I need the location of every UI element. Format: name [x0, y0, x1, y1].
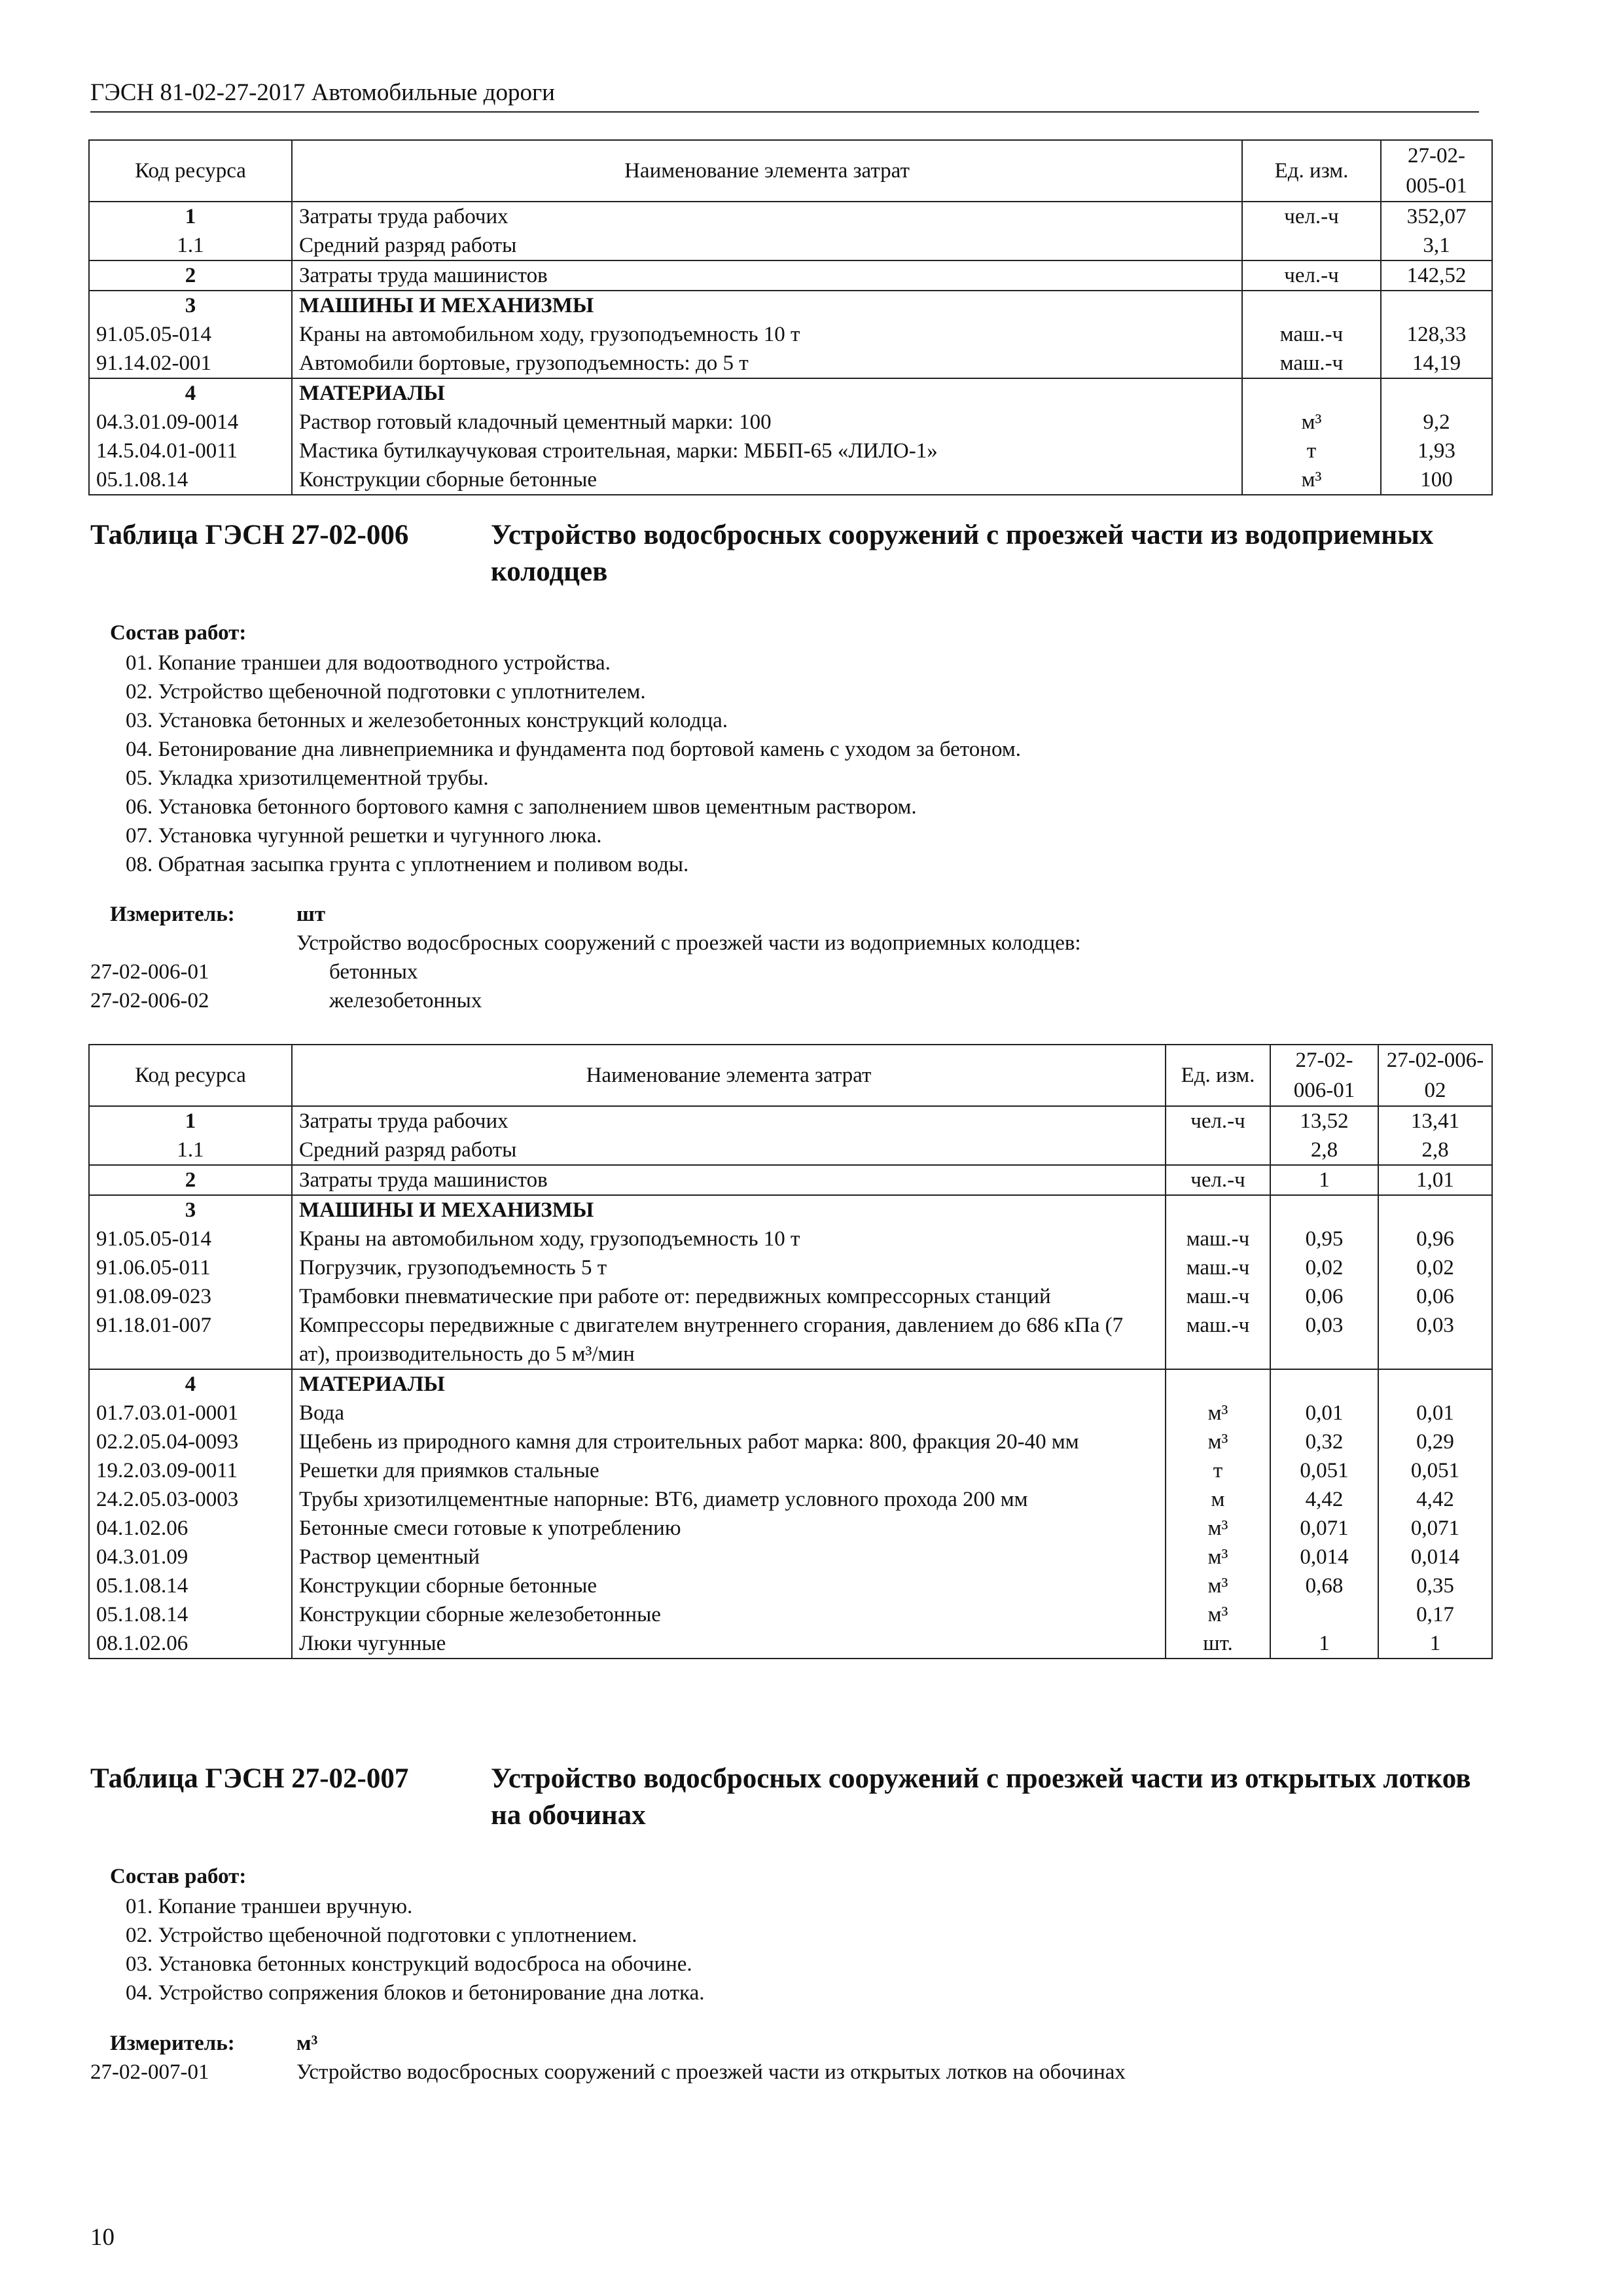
work-item: 02. Устройство щебеночной подготовки с уплотнителем. [126, 680, 646, 704]
resource-value: 0,071 [1378, 1514, 1492, 1543]
resource-unit: м³ [1242, 465, 1381, 495]
work-item: 06. Установка бетонного бортового камня с заполнением швов цементным раствором. [126, 795, 917, 819]
resource-unit [1242, 378, 1381, 408]
column-header: Ед. изм. [1242, 140, 1381, 202]
resource-name: Конструкции сборные железобетонные [292, 1600, 1166, 1629]
table-row [89, 437, 1492, 465]
table-row [89, 1225, 1492, 1253]
table-number: Таблица ГЭСН 27-02-007 [90, 1763, 409, 1794]
work-item: 05. Укладка хризотилцементной трубы. [126, 766, 489, 790]
resource-name: Конструкции сборные бетонные [292, 465, 1242, 495]
work-item: 01. Копание траншеи вручную. [126, 1895, 413, 1918]
resource-value: 4,42 [1378, 1485, 1492, 1514]
table-row [89, 1571, 1492, 1600]
table-row [89, 1282, 1492, 1311]
resource-value: 4,42 [1270, 1485, 1378, 1514]
resource-code: 2 [89, 1165, 292, 1195]
measure-unit: м³ [296, 2032, 318, 2055]
resource-value: 0,68 [1270, 1571, 1378, 1600]
resource-value: 142,52 [1381, 260, 1492, 291]
resource-code: 04.1.02.06 [89, 1514, 292, 1543]
resource-name: Раствор цементный [292, 1543, 1166, 1571]
measure-block-27-02-007 [90, 2029, 1479, 2087]
table-row [89, 1136, 1492, 1165]
resource-unit: маш.-ч [1242, 320, 1381, 349]
resource-value: 0,06 [1378, 1282, 1492, 1311]
resource-name: Конструкции сборные бетонные [292, 1571, 1166, 1600]
resource-name: Щебень из природного камня для строительных работ марка: 800, фракция 20-40 мм [292, 1427, 1166, 1456]
resource-name: Затраты труда машинистов [292, 260, 1242, 291]
resource-code: 02.2.05.04-0093 [89, 1427, 292, 1456]
resource-value: 0,96 [1378, 1225, 1492, 1253]
resource-table-27-02-006 [88, 1044, 1493, 1659]
table-row [89, 260, 1492, 291]
table-row [89, 1106, 1492, 1136]
resource-value [1381, 291, 1492, 320]
resource-value: 128,33 [1381, 320, 1492, 349]
resource-unit: м³ [1166, 1543, 1270, 1571]
table-row [89, 1399, 1492, 1427]
resource-name: МАШИНЫ И МЕХАНИЗМЫ [292, 1195, 1166, 1225]
column-header: Наименование элемента затрат [292, 140, 1242, 202]
variant-name: бетонных [329, 960, 418, 984]
table-row [89, 320, 1492, 349]
work-item: 03. Установка бетонных и железобетонных конструкций колодца. [126, 709, 728, 732]
table-title: Устройство водосбросных сооружений с проезжей части из открытых лотков на обочинах [491, 1763, 1471, 1831]
resource-code: 3 [89, 291, 292, 320]
resource-name: Краны на автомобильном ходу, грузоподъемность 10 т [292, 1225, 1166, 1253]
column-header: 27-02-005-01 [1381, 140, 1492, 202]
resource-code: 24.2.05.03-0003 [89, 1485, 292, 1514]
measure-unit: шт [296, 903, 326, 926]
resource-code: 91.18.01-007 [89, 1311, 292, 1369]
resource-unit: шт. [1166, 1629, 1270, 1659]
table-row [89, 1195, 1492, 1225]
table-row [89, 1514, 1492, 1543]
resource-code: 91.08.09-023 [89, 1282, 292, 1311]
resource-name: Вода [292, 1399, 1166, 1427]
variant-code: 27-02-007-01 [90, 2060, 209, 2084]
resource-value: 0,06 [1270, 1282, 1378, 1311]
resource-unit: чел.-ч [1242, 260, 1381, 291]
resource-code: 05.1.08.14 [89, 1600, 292, 1629]
column-header: 27-02-006-01 [1270, 1045, 1378, 1106]
table-row [89, 231, 1492, 260]
resource-name: Трубы хризотилцементные напорные: ВТ6, диаметр условного прохода 200 мм [292, 1485, 1166, 1514]
measure-description: Устройство водосбросных сооружений с проезжей части из водоприемных колодцев: [296, 931, 1081, 955]
resource-name: Мастика бутилкаучуковая строительная, марки: МББП-65 «ЛИЛО-1» [292, 437, 1242, 465]
table-row [89, 408, 1492, 437]
resource-value [1270, 1195, 1378, 1225]
resource-name: МАТЕРИАЛЫ [292, 1369, 1166, 1399]
resource-value: 0,95 [1270, 1225, 1378, 1253]
variant-code: 27-02-006-02 [90, 989, 209, 1013]
resource-code: 1 [89, 1106, 292, 1136]
resource-name: МАТЕРИАЛЫ [292, 378, 1242, 408]
resource-unit [1166, 1369, 1270, 1399]
resource-unit: м [1166, 1485, 1270, 1514]
work-item: 03. Установка бетонных конструкций водосброса на обочине. [126, 1952, 692, 1976]
measure-block-27-02-006 [90, 900, 1479, 1015]
column-header: 27-02-006-02 [1378, 1045, 1492, 1106]
resource-name: МАШИНЫ И МЕХАНИЗМЫ [292, 291, 1242, 320]
resource-unit: т [1166, 1456, 1270, 1485]
resource-name: Средний разряд работы [292, 231, 1242, 260]
resource-value: 1,93 [1381, 437, 1492, 465]
work-item: 02. Устройство щебеночной подготовки с уплотнением. [126, 1924, 637, 1947]
resource-name: Погрузчик, грузоподъемность 5 т [292, 1253, 1166, 1282]
column-header: Код ресурса [89, 1045, 292, 1106]
table-row [89, 1485, 1492, 1514]
resource-value: 2,8 [1270, 1136, 1378, 1165]
resource-value: 2,8 [1378, 1136, 1492, 1165]
work-item: 07. Установка чугунной решетки и чугунного люка. [126, 824, 602, 848]
resource-unit: т [1242, 437, 1381, 465]
work-composition-27-02-006 [110, 619, 1021, 879]
resource-value: 0,051 [1270, 1456, 1378, 1485]
resource-name: Раствор готовый кладочный цементный марки: 100 [292, 408, 1242, 437]
work-composition-27-02-007 [110, 1862, 705, 2007]
resource-name: Затраты труда рабочих [292, 1106, 1166, 1136]
resource-value: 0,014 [1378, 1543, 1492, 1571]
resource-code: 04.3.01.09-0014 [89, 408, 292, 437]
resource-code: 1.1 [89, 231, 292, 260]
resource-value: 0,02 [1378, 1253, 1492, 1282]
resource-value: 13,52 [1270, 1106, 1378, 1136]
work-item: 04. Устройство сопряжения блоков и бетонирование дна лотка. [126, 1981, 705, 2005]
resource-name: Средний разряд работы [292, 1136, 1166, 1165]
resource-value: 1 [1378, 1629, 1492, 1659]
table-title: Устройство водосбросных сооружений с проезжей части из водоприемных колодцев [491, 520, 1434, 587]
resource-value: 1 [1270, 1165, 1378, 1195]
resource-value [1381, 378, 1492, 408]
resource-code: 91.06.05-011 [89, 1253, 292, 1282]
column-header: Код ресурса [89, 140, 292, 202]
table-row [89, 1427, 1492, 1456]
resource-value: 9,2 [1381, 408, 1492, 437]
resource-name: Решетки для приямков стальные [292, 1456, 1166, 1485]
page-number: 10 [90, 2224, 115, 2251]
table-row [89, 465, 1492, 495]
resource-unit: м³ [1166, 1399, 1270, 1427]
work-composition-title: Состав работ: [110, 621, 247, 645]
resource-code: 1.1 [89, 1136, 292, 1165]
resource-unit: маш.-ч [1166, 1282, 1270, 1311]
resource-unit [1242, 291, 1381, 320]
work-composition-title: Состав работ: [110, 1865, 247, 1888]
resource-code: 05.1.08.14 [89, 1571, 292, 1600]
resource-value [1378, 1195, 1492, 1225]
resource-code: 2 [89, 260, 292, 291]
resource-code: 4 [89, 1369, 292, 1399]
resource-unit: чел.-ч [1166, 1165, 1270, 1195]
resource-unit: чел.-ч [1166, 1106, 1270, 1136]
table-row [89, 1369, 1492, 1399]
table-row [89, 291, 1492, 320]
variant-code: 27-02-006-01 [90, 960, 209, 984]
work-item: 08. Обратная засыпка грунта с уплотнением и поливом воды. [126, 853, 689, 876]
resource-code: 04.3.01.09 [89, 1543, 292, 1571]
resource-value: 14,19 [1381, 349, 1492, 378]
resource-unit: м³ [1242, 408, 1381, 437]
resource-value: 1 [1270, 1629, 1378, 1659]
resource-code: 19.2.03.09-0011 [89, 1456, 292, 1485]
table-header-row [89, 140, 1492, 202]
resource-value: 0,01 [1270, 1399, 1378, 1427]
variant-name: железобетонных [329, 989, 482, 1013]
work-item: 01. Копание траншеи для водоотводного устройства. [126, 651, 611, 675]
table-row [89, 1253, 1492, 1282]
resource-value [1270, 1600, 1378, 1629]
resource-name: Трамбовки пневматические при работе от: передвижных компрессорных станций [292, 1282, 1166, 1311]
resource-table-27-02-005 [88, 139, 1493, 495]
resource-code: 3 [89, 1195, 292, 1225]
resource-unit [1166, 1136, 1270, 1165]
resource-code: 91.05.05-014 [89, 1225, 292, 1253]
resource-value: 0,051 [1378, 1456, 1492, 1485]
resource-unit: маш.-ч [1242, 349, 1381, 378]
table-row [89, 1311, 1492, 1369]
table-row [89, 1600, 1492, 1629]
table-number: Таблица ГЭСН 27-02-006 [90, 520, 409, 550]
resource-code: 4 [89, 378, 292, 408]
resource-value: 352,07 [1381, 202, 1492, 231]
resource-code: 14.5.04.01-0011 [89, 437, 292, 465]
resource-code: 08.1.02.06 [89, 1629, 292, 1659]
measure-label: Измеритель: [110, 903, 235, 926]
resource-value: 0,32 [1270, 1427, 1378, 1456]
table-row [89, 349, 1492, 378]
resource-unit: м³ [1166, 1571, 1270, 1600]
resource-unit [1242, 231, 1381, 260]
resource-value: 0,17 [1378, 1600, 1492, 1629]
resource-value: 3,1 [1381, 231, 1492, 260]
table-header-row [89, 1045, 1492, 1106]
table-row [89, 1165, 1492, 1195]
work-item: 04. Бетонирование дна ливнеприемника и фундамента под бортовой камень с уходом за бетоном. [126, 738, 1021, 761]
resource-value: 13,41 [1378, 1106, 1492, 1136]
resource-unit: м³ [1166, 1514, 1270, 1543]
resource-name: Затраты труда рабочих [292, 202, 1242, 231]
resource-value: 0,014 [1270, 1543, 1378, 1571]
measure-description: Устройство водосбросных сооружений с проезжей части из открытых лотков на обочинах [296, 2060, 1126, 2084]
resource-unit: м³ [1166, 1600, 1270, 1629]
resource-value [1378, 1369, 1492, 1399]
table-row [89, 1456, 1492, 1485]
column-header: Ед. изм. [1166, 1045, 1270, 1106]
table-row [89, 1629, 1492, 1659]
resource-code: 1 [89, 202, 292, 231]
resource-unit: чел.-ч [1242, 202, 1381, 231]
resource-name: Бетонные смеси готовые к употреблению [292, 1514, 1166, 1543]
resource-value: 0,01 [1378, 1399, 1492, 1427]
table-row [89, 202, 1492, 231]
resource-code: 05.1.08.14 [89, 465, 292, 495]
resource-unit: маш.-ч [1166, 1311, 1270, 1369]
resource-name: Краны на автомобильном ходу, грузоподъемность 10 т [292, 320, 1242, 349]
resource-name: Автомобили бортовые, грузоподъемность: до 5 т [292, 349, 1242, 378]
resource-value: 0,35 [1378, 1571, 1492, 1600]
table-row [89, 378, 1492, 408]
resource-unit: маш.-ч [1166, 1225, 1270, 1253]
resource-value: 0,071 [1270, 1514, 1378, 1543]
resource-name: Компрессоры передвижные с двигателем внутреннего сгорания, давлением до 686 кПа (7 ат), производительность до 5 м³/мин [292, 1311, 1166, 1369]
resource-value: 1,01 [1378, 1165, 1492, 1195]
resource-unit: м³ [1166, 1427, 1270, 1456]
resource-value [1270, 1369, 1378, 1399]
table-row [89, 1543, 1492, 1571]
resource-code: 01.7.03.01-0001 [89, 1399, 292, 1427]
measure-label: Измеритель: [110, 2032, 235, 2055]
resource-unit [1166, 1195, 1270, 1225]
resource-value: 100 [1381, 465, 1492, 495]
resource-code: 91.14.02-001 [89, 349, 292, 378]
resource-value: 0,03 [1270, 1311, 1378, 1369]
resource-code: 91.05.05-014 [89, 320, 292, 349]
resource-name: Люки чугунные [292, 1629, 1166, 1659]
running-header: ГЭСН 81-02-27-2017 Автомобильные дороги [90, 77, 1479, 113]
resource-value: 0,03 [1378, 1311, 1492, 1369]
resource-unit: маш.-ч [1166, 1253, 1270, 1282]
resource-name: Затраты труда машинистов [292, 1165, 1166, 1195]
resource-value: 0,02 [1270, 1253, 1378, 1282]
resource-value: 0,29 [1378, 1427, 1492, 1456]
column-header: Наименование элемента затрат [292, 1045, 1166, 1106]
